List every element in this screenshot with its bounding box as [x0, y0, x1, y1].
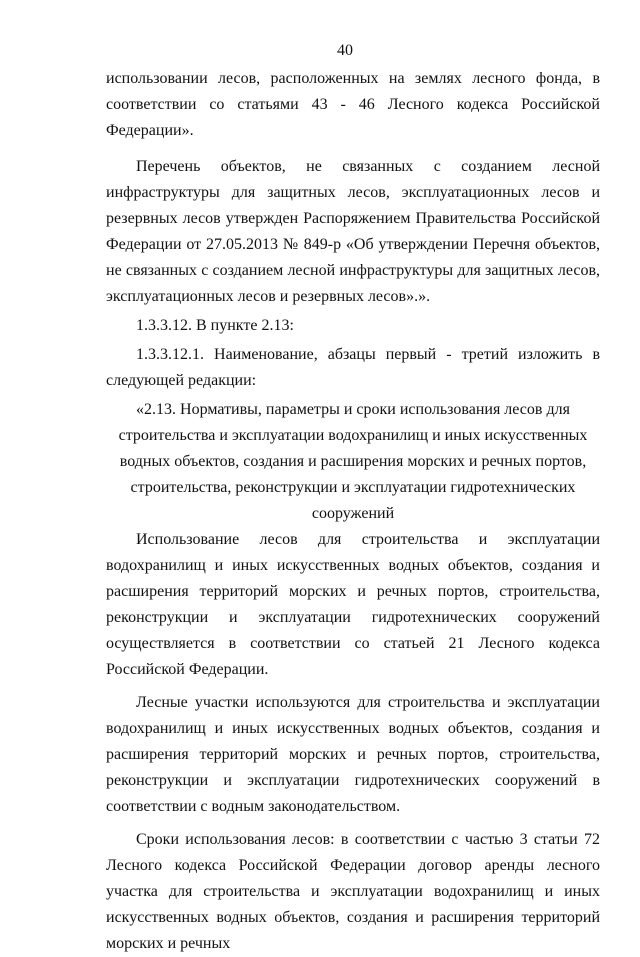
- paragraph-forest-use: Использование лесов для строительства и эксплуатации водохранилищ и иных искусственных водных объектов, создания и расширения территорий морских и речных портов, строительства, реконструкции и эксплуатации гидротехнических сооружений осуществляется в соответствии со статьей 21 Лесного кодекса Российской Федерации.: [106, 531, 600, 678]
- paragraph-continuation: использовании лесов, расположенных на землях лесного фонда, в соответствии со статьями 43 - 46 Лесного кодекса Российской Федерации».: [106, 70, 600, 139]
- document-body: [106, 66, 600, 957]
- section-heading-2-13: «2.13. Нормативы, параметры и сроки использования лесов для строительства и эксплуатации водохранилищ и иных искусственных водных объектов, создания и расширения морских и речных портов, строительства, реконструкции и эксплуатации гидротехнических сооружений: [118, 401, 588, 522]
- paragraph-item-1-3-3-12: 1.3.3.12. В пункте 2.13:: [136, 317, 294, 334]
- paragraph-object-list: Перечень объектов, не связанных с созданием лесной инфраструктуры для защитных лесов, эксплуатационных лесов и резервных лесов утвержден Распоряжением Правительства Российской Федерации от 27.05.2013 № 849-р «Об утверждении Перечня объектов, не связанных с созданием лесной инфраструктуры для защитных лесов, эксплуатационных лесов и резервных лесов».».: [106, 158, 600, 305]
- paragraph-use-terms: Сроки использования лесов: в соответствии с частью 3 статьи 72 Лесного кодекса Российской Федерации договор аренды лесного участка для строительства и эксплуатации водохранилищ и иных искусственных водных объектов, создания и расширения территорий морских и речных: [106, 831, 600, 952]
- paragraph-forest-plots: Лесные участки используются для строительства и эксплуатации водохранилищ и иных искусственных водных объектов, создания и расширения территорий морских и речных портов, строительства, реконструкции и эксплуатации гидротехнических сооружений в соответствии с водным законодательством.: [106, 694, 600, 815]
- page-number: 40: [337, 42, 353, 59]
- paragraph-item-1-3-3-12-1: 1.3.3.12.1. Наименование, абзацы первый - третий изложить в следующей редакции:: [106, 346, 600, 389]
